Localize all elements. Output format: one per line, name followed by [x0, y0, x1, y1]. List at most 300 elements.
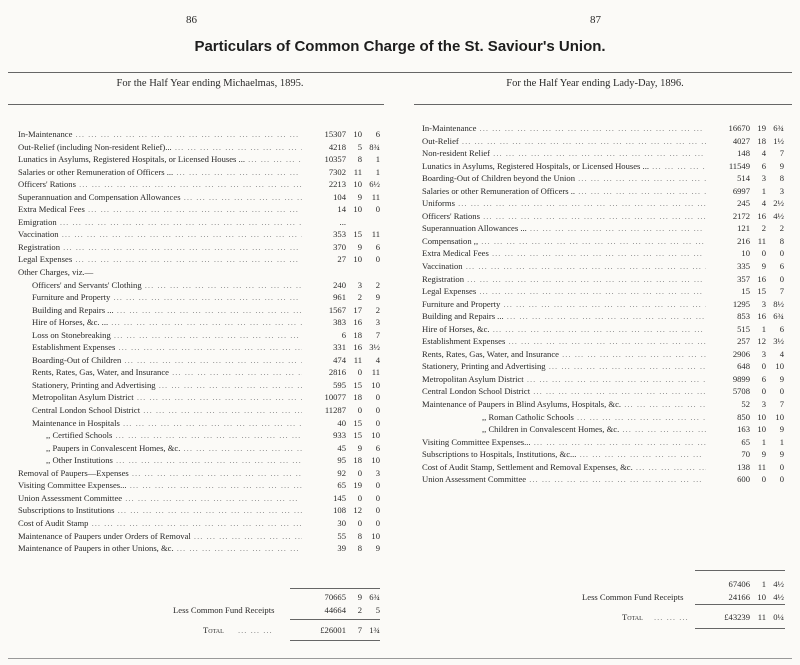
- item-label: Compensation ,, ... .: [422, 235, 706, 248]
- amount-shillings: 3: [357, 279, 362, 290]
- item-label: Cost of Audit Stamp, Settlement and Removal Expenses, &c. ... .: [422, 461, 706, 474]
- right-item-row: [422, 473, 784, 486]
- bottom-rule: [8, 658, 792, 659]
- amount-shillings: 0: [761, 386, 766, 397]
- left-item-row: [18, 141, 380, 154]
- amount-pence: 6: [779, 323, 784, 334]
- amount-shillings: 8: [357, 154, 362, 165]
- item-label: Hire of Horses, &c. ... ... .: [32, 316, 302, 329]
- amount-shillings: 15: [353, 430, 362, 441]
- amount-pence: 7: [779, 286, 784, 297]
- item-label: Vaccination ... .: [422, 260, 706, 273]
- amount-pence: 1: [375, 154, 380, 165]
- amount-pounds: 1295: [732, 298, 750, 309]
- item-label: Visiting Committee Expenses... ... .: [422, 436, 706, 449]
- left-period-heading: For the Half Year ending Michaelmas, 1895.: [116, 78, 304, 89]
- amount-pence: 6¾: [773, 123, 784, 133]
- left-item-row: [18, 329, 380, 342]
- amount-shillings: 9: [357, 241, 362, 252]
- amount-pounds: 92: [337, 467, 346, 478]
- left-less-row: Less Common Fund Receipts 44664 2 5: [173, 604, 380, 615]
- amount-pounds: 515: [737, 323, 750, 334]
- amount-pounds: 474: [333, 354, 346, 365]
- amount-pounds: 14: [337, 204, 346, 215]
- item-label: Central London School District ... .: [422, 385, 706, 398]
- amount-pounds: 27: [337, 254, 346, 265]
- right-item-row: [422, 273, 784, 286]
- amount-pence: 1½: [773, 135, 784, 146]
- amount-shillings: 10: [353, 204, 362, 215]
- item-label: Officers' and Servants' Clothing ... .: [32, 279, 302, 292]
- amount-shillings: 16: [353, 342, 362, 353]
- amount-shillings: 0: [761, 248, 766, 259]
- amount-shillings: 8: [357, 543, 362, 554]
- left-item-row: [18, 354, 380, 367]
- amount-pounds: 163: [737, 424, 750, 435]
- amount-pounds: 45: [337, 442, 346, 453]
- amount-pounds: 961: [333, 292, 346, 303]
- amount-pounds: 240: [333, 279, 346, 290]
- item-label: Subscriptions to Institutions ... .: [18, 504, 302, 517]
- item-label: Officers' Rations ... .: [18, 178, 302, 191]
- right-item-row: [422, 423, 784, 436]
- item-label: Stationery, Printing and Advertising ... .: [32, 379, 302, 392]
- amount-shillings: 17: [353, 304, 362, 315]
- amount-shillings: 1: [761, 185, 766, 196]
- amount-shillings: 8: [357, 530, 362, 541]
- item-label: Lunatics in Asylums, Registered Hospitals, or Licensed Houses ... ... .: [422, 160, 706, 173]
- right-less-label: Less Common Fund Receipts: [582, 591, 684, 602]
- amount-pence: 6½: [369, 179, 380, 190]
- item-label: Other Charges, viz.—: [18, 267, 94, 278]
- left-item-row: [18, 479, 380, 492]
- amount-pence: 7: [779, 399, 784, 410]
- amount-pence: 0: [375, 505, 380, 516]
- right-item-row: [422, 298, 784, 311]
- amount-pounds: 357: [737, 273, 750, 284]
- amount-pence: 2½: [773, 198, 784, 209]
- amount-pence: 4½: [773, 210, 784, 221]
- right-total-label: Total: [622, 612, 643, 622]
- amount-shillings: 3: [761, 399, 766, 410]
- item-label: Metropolitan Asylum District ... .: [422, 373, 706, 386]
- left-item-row: [18, 404, 380, 417]
- amount-pence: 0: [779, 386, 784, 397]
- amount-shillings: 16: [757, 273, 766, 284]
- amount-pence: 3: [375, 317, 380, 328]
- right-period-heading: For the Half Year ending Lady-Day, 1896.: [506, 78, 684, 89]
- right-item-row: [422, 235, 784, 248]
- amount-pence: 10: [371, 455, 380, 466]
- amount-shillings: 11: [757, 461, 766, 472]
- amount-shillings: 9: [761, 449, 766, 460]
- right-item-row: [422, 172, 784, 185]
- right-subtotal-rule: [695, 570, 785, 571]
- amount-pounds: 2172: [732, 210, 750, 221]
- amount-pounds: 52: [741, 399, 750, 410]
- amount-pounds: 331: [333, 342, 346, 353]
- amount-pence: 3: [779, 185, 784, 196]
- right-total-leader: ... ... ...: [654, 612, 689, 622]
- item-label: Legal Expenses ... .: [18, 253, 302, 266]
- left-item-row: [18, 429, 380, 442]
- item-label: ,, Children in Convalescent Homes, &c. ... .: [482, 423, 706, 436]
- left-page-number: 86: [186, 14, 197, 26]
- right-item-row: [422, 247, 784, 260]
- left-item-row: [18, 542, 380, 555]
- amount-pounds: 10: [741, 248, 750, 259]
- item-label: Rents, Rates, Gas, Water, and Insurance ... .: [422, 348, 706, 361]
- amount-shillings: 3: [761, 348, 766, 359]
- item-label: Non-resident Relief ... .: [422, 147, 706, 160]
- amount-pence: 8½: [773, 298, 784, 309]
- item-label: Officers' Rations ... .: [422, 210, 706, 223]
- amount-shillings: 5: [357, 141, 362, 152]
- amount-pence: 8: [779, 235, 784, 246]
- left-total-row: Total ... ... ... £26001 7 1¾: [203, 625, 380, 635]
- amount-pence: 2: [375, 304, 380, 315]
- item-label: Extra Medical Fees ... .: [18, 203, 302, 216]
- amount-pounds: 65: [337, 480, 346, 491]
- amount-shillings: 11: [353, 354, 362, 365]
- amount-shillings: 0: [357, 517, 362, 528]
- left-item-row: [18, 216, 380, 229]
- amount-shillings: 9: [357, 191, 362, 202]
- amount-shillings: 16: [353, 317, 362, 328]
- amount-shillings: 10: [757, 411, 766, 422]
- item-label: Furniture and Property ... .: [32, 291, 302, 304]
- amount-pence: 6¾: [773, 311, 784, 322]
- left-item-row: [18, 279, 380, 292]
- item-label: Boarding-Out of Children ... .: [32, 354, 302, 367]
- amount-pence: 4: [375, 354, 380, 365]
- item-label: ,, Other Institutions ... .: [46, 454, 302, 467]
- right-item-row: [422, 360, 784, 373]
- left-item-row: [18, 417, 380, 430]
- right-total-rule: [695, 604, 785, 605]
- item-label: Maintenance of Paupers in other Unions, &c. ... .: [18, 542, 302, 555]
- right-item-row: [422, 147, 784, 160]
- amount-shillings: 18: [757, 135, 766, 146]
- amount-pence: 0: [375, 517, 380, 528]
- amount-pounds: 65: [741, 436, 750, 447]
- item-label: Superannuation Allowances ... ... .: [422, 222, 706, 235]
- amount-pence: 10: [775, 411, 784, 422]
- amount-pence: 2: [375, 279, 380, 290]
- left-item-row: [18, 492, 380, 505]
- right-item-row: [422, 461, 784, 474]
- amount-pence: 9: [779, 449, 784, 460]
- right-page-number: 87: [590, 14, 601, 26]
- amount-pence: 9: [779, 424, 784, 435]
- item-label: Emigration ... .: [18, 216, 302, 229]
- amount-pence: 0: [375, 417, 380, 428]
- amount-pounds: 4027: [732, 135, 750, 146]
- item-label: Registration ... .: [422, 273, 706, 286]
- amount-pence: 10: [775, 361, 784, 372]
- left-subtotal-row: 70665 9 6¾: [324, 592, 380, 602]
- left-item-row: [18, 366, 380, 379]
- left-item-row: [18, 467, 380, 480]
- item-label: Boarding-Out of Children beyond the Union ... .: [422, 172, 706, 185]
- item-label: Out-Relief (including Non-resident Relief)... ... .: [18, 141, 302, 154]
- amount-shillings: 16: [757, 311, 766, 322]
- right-item-row: [422, 448, 784, 461]
- item-label: Extra Medical Fees ... .: [422, 247, 706, 260]
- item-label: Metropolitan Asylum District ... .: [32, 391, 302, 404]
- right-item-row: [422, 373, 784, 386]
- left-item-row: [18, 517, 380, 530]
- amount-pence: 6: [375, 442, 380, 453]
- amount-pence: 0: [375, 492, 380, 503]
- amount-pence: 8: [779, 173, 784, 184]
- amount-shillings: 3: [761, 298, 766, 309]
- item-label: Registration ... .: [18, 241, 302, 254]
- left-total-leader: ... ... ...: [238, 625, 273, 635]
- item-label: ,, Certified Schools ... .: [46, 429, 302, 442]
- right-item-row: [422, 385, 784, 398]
- amount-pounds: 2906: [732, 348, 750, 359]
- item-label: Maintenance in Hospitals ... .: [32, 417, 302, 430]
- amount-pence: 0: [779, 461, 784, 472]
- left-less-label: Less Common Fund Receipts: [173, 604, 275, 615]
- item-label: Subscriptions to Hospitals, Institutions, &c... ... .: [422, 448, 706, 461]
- right-item-row: [422, 335, 784, 348]
- amount-shillings: 10: [757, 424, 766, 435]
- amount-pence: 11: [371, 367, 380, 378]
- amount-pence: 0: [375, 480, 380, 491]
- amount-pence: 10: [371, 430, 380, 441]
- left-item-row: [18, 530, 380, 543]
- amount-pence: 9: [779, 373, 784, 384]
- amount-pounds: 850: [737, 411, 750, 422]
- amount-pounds: 353: [333, 229, 346, 240]
- right-item-row: [422, 398, 784, 411]
- item-label: Union Assessment Committee ... .: [18, 492, 302, 505]
- item-label: Maintenance of Paupers under Orders of Removal ... .: [18, 530, 302, 543]
- left-item-row: [18, 153, 380, 166]
- amount-shillings: 10: [353, 179, 362, 190]
- item-label: Salaries or other Remuneration of Officers .. ... .: [422, 185, 706, 198]
- amount-pounds: 15: [741, 286, 750, 297]
- amount-shillings: 0: [761, 361, 766, 372]
- right-total-row: Total ... ... ... £43239 11 0¼: [622, 612, 784, 622]
- right-item-row: [422, 135, 784, 148]
- amount-pounds: 148: [737, 148, 750, 159]
- amount-pounds: 39: [337, 543, 346, 554]
- amount-shillings: 15: [757, 286, 766, 297]
- right-item-row: [422, 436, 784, 449]
- amount-shillings: 10: [353, 129, 362, 139]
- amount-pounds: 30: [337, 517, 346, 528]
- item-label: Union Assessment Committee ... .: [422, 473, 706, 486]
- left-total-underline: [290, 640, 380, 641]
- amount-shillings: 6: [761, 373, 766, 384]
- right-item-row: [422, 160, 784, 173]
- top-rule: [8, 72, 792, 73]
- right-heading-rule: [414, 104, 792, 105]
- left-item-row: [18, 253, 380, 266]
- right-item-row: [422, 222, 784, 235]
- left-heading-rule: [8, 104, 384, 105]
- amount-pence: 10: [371, 379, 380, 390]
- amount-shillings: 1: [761, 436, 766, 447]
- item-label: Removal of Paupers—Expenses ... .: [18, 467, 302, 480]
- left-item-row: [18, 391, 380, 404]
- amount-shillings: 19: [353, 480, 362, 491]
- amount-pounds: 108: [333, 505, 346, 516]
- amount-shillings: 11: [757, 235, 766, 246]
- amount-pounds: 121: [737, 223, 750, 234]
- amount-pence: 0: [375, 392, 380, 403]
- amount-shillings: 2: [761, 223, 766, 234]
- amount-shillings: 10: [353, 254, 362, 265]
- amount-shillings: 1: [761, 323, 766, 334]
- left-items-table: [18, 128, 380, 555]
- amount-pence: 2: [779, 223, 784, 234]
- page-title: Particulars of Common Charge of the St. Saviour's Union.: [194, 38, 606, 55]
- amount-shillings: 15: [353, 379, 362, 390]
- amount-shillings: 9: [357, 442, 362, 453]
- item-label: Hire of Horses, &c. ... .: [422, 323, 706, 336]
- left-item-row: [18, 291, 380, 304]
- item-label: Furniture and Property ... .: [422, 298, 706, 311]
- amount-shillings: 18: [353, 392, 362, 403]
- item-label: Loss on Stonebreaking ... .: [32, 329, 302, 342]
- item-label: Establishment Expenses ... .: [32, 341, 302, 354]
- amount-pence: 0: [375, 254, 380, 265]
- amount-shillings: 18: [353, 329, 362, 340]
- left-item-row: [18, 191, 380, 204]
- amount-pence: 6: [779, 261, 784, 272]
- amount-pounds: 335: [737, 261, 750, 272]
- amount-pence: 4: [779, 348, 784, 359]
- amount-pence: 6: [375, 129, 380, 139]
- left-item-row: [18, 454, 380, 467]
- amount-shillings: 0: [357, 405, 362, 416]
- amount-pounds: 600: [737, 474, 750, 485]
- amount-shillings: 6: [761, 160, 766, 171]
- amount-pence: 0: [779, 474, 784, 485]
- right-item-row: [422, 260, 784, 273]
- amount-pence: 0: [375, 405, 380, 416]
- left-item-row: [18, 304, 380, 317]
- item-label: Superannuation and Compensation Allowances ... .: [18, 191, 302, 204]
- left-item-row: [18, 379, 380, 392]
- amount-pounds: 15307: [324, 129, 346, 139]
- amount-pence: 11: [371, 191, 380, 202]
- amount-pounds: 853: [737, 311, 750, 322]
- right-item-row: [422, 348, 784, 361]
- item-label: Uniforms ... .: [422, 197, 706, 210]
- amount-pence: 3: [375, 467, 380, 478]
- amount-shillings: 3: [761, 173, 766, 184]
- left-item-row: [18, 266, 380, 279]
- item-label: ,, Roman Catholic Schools ... .: [482, 411, 706, 424]
- amount-pence: 0: [375, 204, 380, 215]
- amount-pence: 9: [375, 292, 380, 303]
- amount-pounds: 6997: [732, 185, 750, 196]
- amount-pounds: 138: [737, 461, 750, 472]
- item-label: Establishment Expenses ... .: [422, 335, 706, 348]
- left-subtotal-rule: [290, 588, 380, 589]
- item-label: Out-Relief ... .: [422, 135, 706, 148]
- amount-pounds: ...: [339, 216, 346, 227]
- amount-shillings: 9: [761, 261, 766, 272]
- left-item-row: [18, 178, 380, 191]
- amount-pounds: 7302: [328, 166, 346, 177]
- amount-pounds: 6: [341, 329, 346, 340]
- amount-pounds: 104: [333, 191, 346, 202]
- amount-shillings: 0: [761, 474, 766, 485]
- item-label: Rents, Rates, Gas, Water, and Insurance ... .: [32, 366, 302, 379]
- amount-shillings: 4: [761, 148, 766, 159]
- left-item-row: [18, 166, 380, 179]
- amount-pence: 8¾: [369, 141, 380, 152]
- left-item-row: [18, 128, 380, 141]
- left-item-row: [18, 442, 380, 455]
- amount-pounds: 933: [333, 430, 346, 441]
- left-item-row: [18, 316, 380, 329]
- item-label: Building and Repairs ... ... .: [32, 304, 302, 317]
- amount-pounds: 11287: [324, 405, 346, 416]
- amount-pounds: 10357: [324, 154, 346, 165]
- amount-pounds: 370: [333, 241, 346, 252]
- item-label: ,, Paupers in Convalescent Homes, &c. ... .: [46, 442, 302, 455]
- item-label: Visiting Committee Expenses... ... .: [18, 479, 302, 492]
- amount-shillings: 15: [353, 417, 362, 428]
- right-item-row: [422, 210, 784, 223]
- amount-pounds: 55: [337, 530, 346, 541]
- right-item-row: [422, 285, 784, 298]
- amount-pence: 9: [779, 160, 784, 171]
- amount-pence: 1: [779, 436, 784, 447]
- left-total-label: Total: [203, 625, 224, 635]
- amount-pounds: 10077: [324, 392, 346, 403]
- right-item-row: [422, 122, 784, 135]
- amount-shillings: 0: [357, 492, 362, 503]
- amount-pounds: 216: [737, 235, 750, 246]
- right-total-underline: [695, 628, 785, 629]
- amount-pounds: 2816: [328, 367, 346, 378]
- amount-pounds: 5708: [732, 386, 750, 397]
- amount-pence: 1: [375, 166, 380, 177]
- amount-pence: 10: [371, 530, 380, 541]
- item-label: Salaries or other Remuneration of Officers ... ... .: [18, 166, 302, 179]
- left-item-row: [18, 504, 380, 517]
- left-item-row: [18, 228, 380, 241]
- amount-shillings: 4: [761, 198, 766, 209]
- amount-pounds: 4218: [328, 141, 346, 152]
- amount-pounds: 145: [333, 492, 346, 503]
- amount-shillings: 12: [757, 336, 766, 347]
- item-label: Legal Expenses ... .: [422, 285, 706, 298]
- item-label: Building and Repairs ... ... .: [422, 310, 706, 323]
- amount-pence: 0: [779, 248, 784, 259]
- item-label: Lunatics in Asylums, Registered Hospitals, or Licensed Houses ... ... .: [18, 153, 302, 166]
- amount-pounds: 514: [737, 173, 750, 184]
- amount-shillings: 11: [353, 166, 362, 177]
- item-label: Cost of Audit Stamp ... .: [18, 517, 302, 530]
- amount-pounds: 2213: [328, 179, 346, 190]
- amount-shillings: 16: [757, 210, 766, 221]
- right-item-row: [422, 185, 784, 198]
- amount-shillings: 18: [353, 455, 362, 466]
- item-label: Stationery, Printing and Advertising ... .: [422, 360, 706, 373]
- amount-shillings: 12: [353, 505, 362, 516]
- amount-shillings: 15: [353, 229, 362, 240]
- right-item-row: [422, 411, 784, 424]
